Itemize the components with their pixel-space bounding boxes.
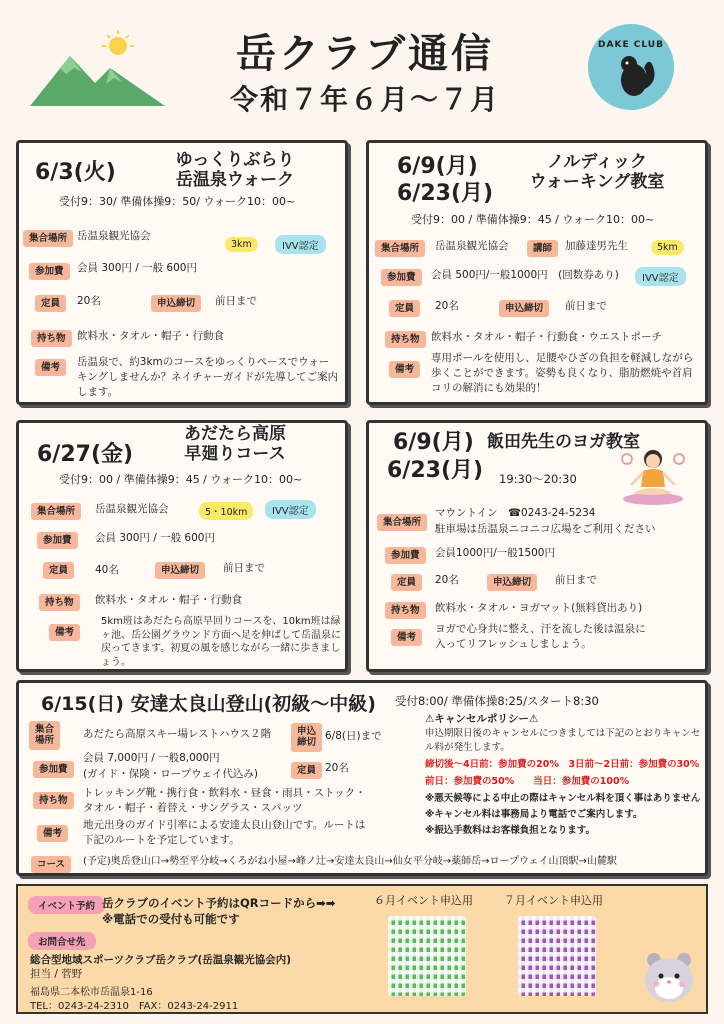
instructor-value: 加藤達男先生 (565, 240, 628, 252)
squirrel-icon (588, 24, 674, 110)
fee-label: 参加費 (33, 761, 74, 778)
notes-label: 備考 (37, 825, 68, 842)
capacity-label: 定員 (291, 762, 322, 779)
ivv-badge: IVV認定 (635, 267, 686, 286)
deadline-label: 申込締切 (487, 574, 537, 591)
belongings-line1: トレッキング靴・携行食・飲料水・昼食・雨具・ストック・ (83, 787, 366, 799)
cancel-policy-line2: ル料が発生します。 (425, 742, 510, 753)
event-date-2: 6/23(月) (387, 458, 484, 483)
belongings-line2: タオル・帽子・着替え・サングラス・スパッツ (83, 802, 303, 814)
fee-label: 参加費 (29, 263, 70, 280)
notes-line2: 入ってリフレッシュしましょう。 (435, 638, 592, 650)
fee-label: 参加費 (381, 269, 422, 286)
meeting-place-label: 集合場所 (375, 240, 425, 257)
event-reservation-label: イベント予約 (28, 896, 105, 914)
belongings-label: 持ち物 (385, 331, 426, 348)
capacity-label: 定員 (389, 300, 420, 317)
fee-line1: 会員 7,000円 / 一般8,000円 (83, 752, 220, 764)
capacity-value: 20名 (435, 300, 459, 312)
fee-value: 会員1000円/一般1500円 (435, 547, 555, 559)
meeting-place-label: 集合場所 (377, 514, 427, 531)
newsletter-period: 令和７年６月〜７月 (229, 83, 500, 116)
belongings-label: 持ち物 (39, 594, 80, 611)
event-card-yoga (366, 420, 708, 672)
fee-label: 参加費 (385, 547, 426, 564)
event-title: 飯田先生のヨガ教室 (487, 432, 640, 452)
meeting-place-line2: 駐車場は岳温泉ニコニコ広場をご利用ください (435, 523, 656, 535)
event-title: ノルディック ウォーキング教室 (529, 152, 665, 192)
course-value: (予定)奥岳登山口→勢至平分岐→くろがね小屋→峰ノ辻→安達太良山→仙女平分岐→薬師岳→ロープウェイ山頂駅→山麓駅 (83, 856, 617, 867)
event-card-adatara (16, 420, 348, 672)
fee-label: 参加費 (37, 532, 78, 549)
notes-label: 備考 (35, 359, 66, 376)
meeting-place-label: 集合 場所 (29, 721, 60, 750)
belongings-value: 飲料水・タオル・帽子・行動食 (95, 594, 242, 606)
belongings-label: 持ち物 (31, 330, 72, 347)
footer-panel (16, 884, 708, 1014)
reservation-line2: ※電話での受付も可能です (102, 912, 240, 926)
event-card-walk (16, 140, 348, 405)
fee-value: 会員 300円 / 一般 600円 (77, 262, 197, 274)
event-card-mountain-climb (16, 680, 708, 876)
cancel-fee-line2: 前日：参加費の50% 当日：参加費の100% (425, 776, 630, 787)
meeting-place-value: あだたら高原スキー場レストハウス２階 (83, 728, 272, 740)
fee-value: 会員 300円 / 一般 600円 (95, 532, 215, 544)
fee-value: 会員 500円/一般1000円 (回数券あり) (431, 269, 619, 281)
capacity-value: 20名 (77, 295, 101, 307)
notes-line2: 下記のルートを予定しています。 (83, 834, 240, 846)
notes-value: 専用ポールを使用し、足腰やひざの負担を軽減しながら歩くことができます。姿勢も良くなり、脂肪燃焼や首肩コリの解消にも効果的！ (431, 352, 694, 395)
meeting-place-value: 岳温泉観光協会 (95, 503, 169, 515)
notes-value: 岳温泉で、約3kmのコースをゆっくりペースでウォーキングしませんか？ネイチャーガイドが先導してご案内します。 (77, 356, 339, 399)
event-schedule: 受付9：30/ 準備体操9：50/ ウォーク10：00~ (59, 195, 296, 208)
event-date: 6/3(火) (35, 160, 116, 185)
belongings-value: 飲料水・タオル・帽子・行動食 (77, 330, 224, 342)
event-date-title: 6/15(日) 安達太良山登山(初級〜中級) (41, 693, 376, 715)
notes-line1: ヨガで心身共に整え、汗を流した後は温泉に (435, 623, 646, 635)
contact-tel-fax: TEL：0243-24-2310 FAX：0243-24-2911 (30, 1001, 239, 1012)
deadline-label: 申込 締切 (291, 723, 322, 752)
reservation-line1: 岳クラブのイベント予約はQRコードから➡➡ (102, 896, 336, 910)
ivv-badge: IVV認定 (275, 235, 326, 254)
capacity-label: 定員 (391, 574, 422, 591)
cancel-note-3: ※振込手数料はお客様負担となります。 (425, 825, 595, 836)
meeting-place-label: 集合場所 (31, 503, 81, 520)
july-qr-code[interactable] (518, 916, 596, 996)
capacity-value: 20名 (435, 574, 459, 586)
deadline-value: 前日まで (555, 574, 597, 586)
event-card-nordic (366, 140, 708, 405)
deadline-value: 前日まで (565, 300, 607, 312)
meeting-place-line1: マウントイン ☎0243-24-5234 (435, 507, 596, 519)
capacity-label: 定員 (43, 562, 74, 579)
cancel-policy-title: ⚠キャンセルポリシー⚠ (425, 713, 539, 725)
cancel-policy-line1: 申込期限日後のキャンセルにつきましては下記のとおりキャンセ (425, 728, 701, 739)
notes-label: 備考 (389, 361, 420, 378)
deadline-value: 前日まで (215, 295, 257, 307)
distance-badge: 5・10km (199, 502, 253, 520)
event-date: 6/27(金) (37, 442, 134, 467)
notes-label: 備考 (49, 624, 80, 641)
contact-label: お問合せ先 (28, 932, 96, 950)
contact-org: 総合型地域スポーツクラブ岳クラブ(岳温泉観光協会内) (30, 954, 292, 966)
cancel-note-2: ※キャンセル料は事務局より電話でご案内します。 (425, 809, 643, 820)
belongings-value: 飲料水・タオル・ヨガマット(無料貸出あり) (435, 602, 643, 614)
contact-address: 福島県二本松市岳温泉1-16 (30, 987, 153, 998)
june-qr-code[interactable] (388, 916, 466, 996)
hamster-illustration (638, 946, 700, 1008)
event-date-2: 6/23(月) (397, 181, 494, 206)
course-label: コース (31, 856, 71, 873)
newsletter-title: 岳クラブ通信 (236, 31, 494, 77)
meeting-place-label: 集合場所 (23, 230, 73, 247)
mountain-illustration (30, 28, 170, 108)
cancel-fee-line1: 締切後〜4日前：参加費の20% 3日前〜2日前：参加費の30% (425, 759, 700, 770)
distance-badge: 5km (651, 240, 684, 255)
event-schedule: 受付9：00 / 準備体操9：45 / ウォーク10：00~ (411, 213, 655, 226)
belongings-value: 飲料水・タオル・帽子・行動食・ウエストポーチ (431, 331, 662, 343)
event-schedule: 受付9：00 / 準備体操9：45 / ウォーク10：00~ (59, 473, 303, 486)
event-time: 19:30〜20:30 (499, 472, 577, 486)
ivv-badge: IVV認定 (265, 500, 316, 519)
event-date-1: 6/9(月) (397, 154, 478, 179)
instructor-label: 講師 (527, 240, 558, 257)
logo-text: DAKE CLUB (598, 40, 664, 50)
capacity-label: 定員 (35, 295, 66, 312)
capacity-value: 40名 (95, 564, 119, 576)
distance-badge: 3km (225, 237, 258, 252)
fee-line2: (ガイド・保険・ロープウェイ代込み) (83, 768, 258, 780)
notes-value: 5km班はあだたら高原早回りコースを、10km班は緑ヶ池、岳公園グラウンド方面へ足を伸ばして岳温泉に戻ってきます。初夏の風を感じながら一緒に歩きましょう。 (101, 616, 341, 668)
meeting-place-value: 岳温泉観光協会 (77, 230, 151, 242)
dake-club-logo (588, 24, 674, 110)
deadline-label: 申込締切 (499, 300, 549, 317)
july-qr-label: ７月イベント申込用 (504, 894, 603, 907)
meeting-place-value: 岳温泉観光協会 (435, 240, 509, 252)
yoga-person-illustration (617, 445, 689, 507)
event-title: あだたら高原 早廻りコース (184, 424, 286, 464)
deadline-label: 申込締切 (151, 295, 201, 312)
event-title: ゆっくりぶらり 岳温泉ウォーク (175, 150, 295, 190)
belongings-label: 持ち物 (385, 602, 426, 619)
capacity-value: 20名 (325, 762, 349, 774)
event-date-1: 6/9(月) (393, 430, 474, 455)
contact-person: 担当 / 菅野 (30, 968, 83, 980)
notes-line1: 地元出身のガイド引率による安達太良山登山です。ルートは (83, 819, 366, 831)
june-qr-label: ６月イベント申込用 (374, 894, 473, 907)
deadline-value: 前日まで (223, 562, 265, 574)
notes-label: 備考 (391, 629, 422, 646)
belongings-label: 持ち物 (33, 792, 74, 809)
deadline-value: 6/8(日)まで (325, 730, 382, 742)
cancel-note-1: ※悪天候等による中止の際はキャンセル料を頂く事はありません (425, 793, 701, 804)
deadline-label: 申込締切 (155, 562, 205, 579)
event-schedule: 受付8:00/ 準備体操8:25/スタート8:30 (395, 694, 599, 708)
